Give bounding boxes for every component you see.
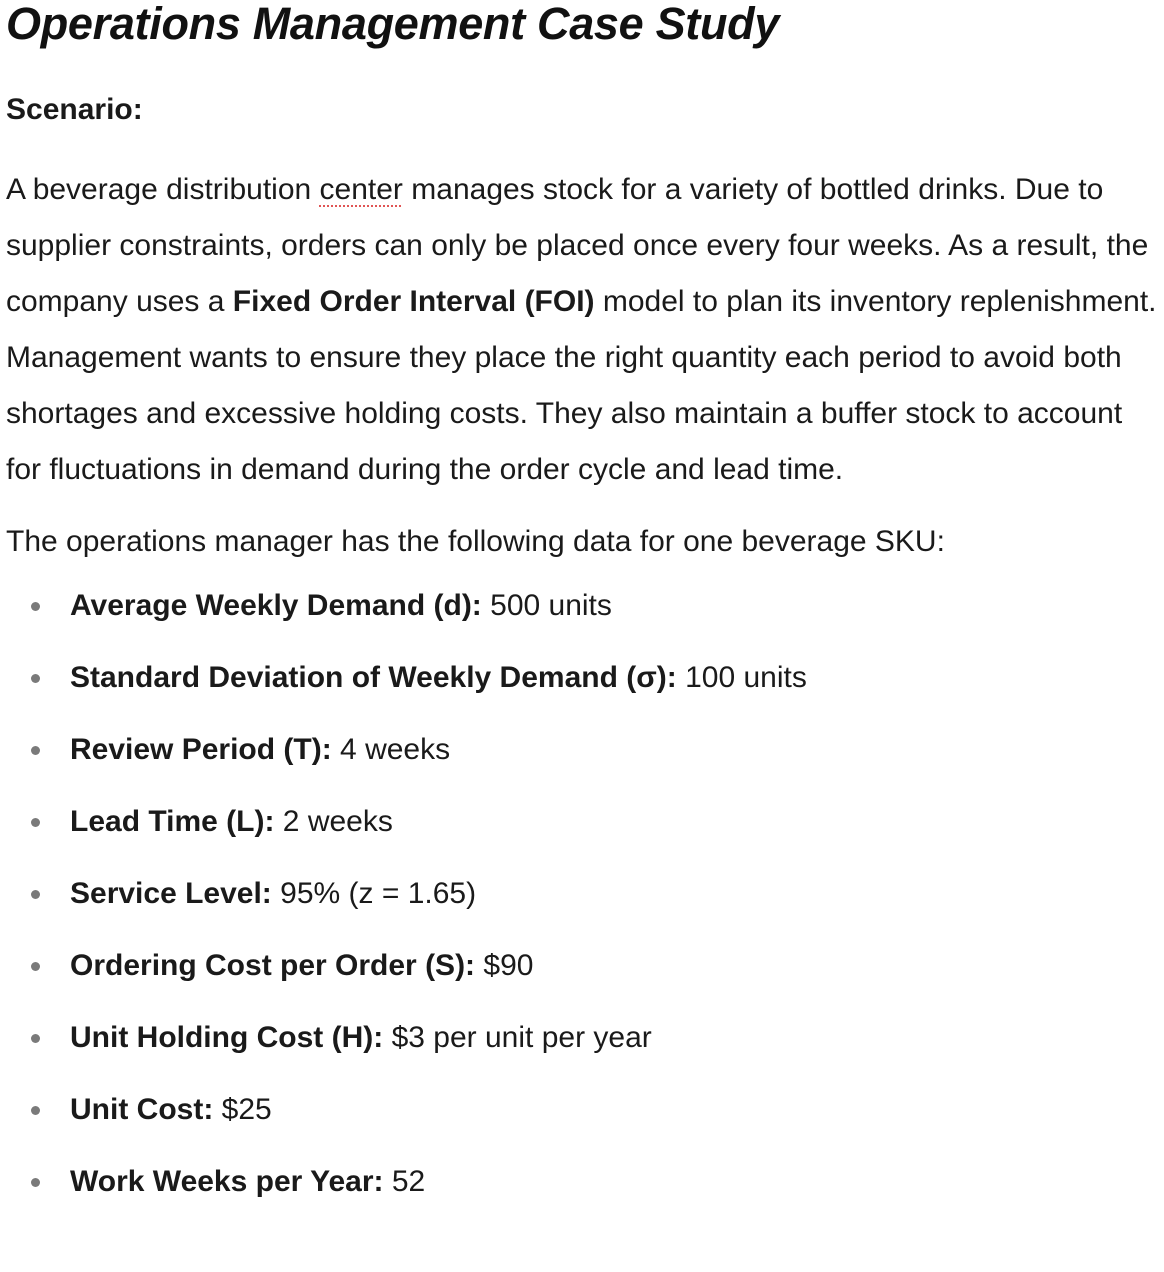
bullet-icon xyxy=(31,1106,40,1115)
bullet-icon xyxy=(31,1178,40,1187)
list-item xyxy=(6,658,1158,698)
item-label: Unit Holding Cost (H): xyxy=(70,1021,384,1054)
item-label: Work Weeks per Year: xyxy=(70,1165,384,1198)
bullet-icon xyxy=(31,818,40,827)
item-label: Review Period (T): xyxy=(70,733,332,766)
item-label: Unit Cost: xyxy=(70,1093,214,1126)
item-value: $90 xyxy=(475,949,534,982)
bullet-icon xyxy=(31,746,40,755)
paragraph-text-1: A beverage distribution xyxy=(6,173,320,206)
item-label: Ordering Cost per Order (S): xyxy=(70,949,476,982)
list-item xyxy=(6,946,1158,986)
item-value: 500 units xyxy=(481,589,612,622)
scenario-paragraph xyxy=(6,162,1158,498)
bullet-icon xyxy=(31,962,40,971)
list-item xyxy=(6,1162,1158,1202)
list-item xyxy=(6,586,1158,626)
list-item xyxy=(6,1090,1158,1130)
list-item xyxy=(6,730,1158,770)
item-value: 2 weeks xyxy=(274,805,393,838)
item-value: 100 units xyxy=(676,661,807,694)
data-intro: The operations manager has the following data for one beverage SKU: xyxy=(6,525,945,558)
bullet-icon xyxy=(31,602,40,611)
item-value: $3 per unit per year xyxy=(383,1021,652,1054)
bullet-icon xyxy=(31,674,40,683)
list-item xyxy=(6,874,1158,914)
list-item xyxy=(6,802,1158,842)
list-item xyxy=(6,1018,1158,1058)
item-label: Standard Deviation of Weekly Demand (σ): xyxy=(70,661,677,694)
item-value: $25 xyxy=(213,1093,272,1126)
paragraph-text-3: model to plan its inventory replenishment. Management wants to ensure they place the right quantity each period to avoid both shortages and excessive holding costs. They also maintain a buffer stock to account for fluctuations in demand during the order cycle and lead time. xyxy=(6,285,1157,486)
item-label: Service Level: xyxy=(70,877,272,910)
item-label: Lead Time (L): xyxy=(70,805,275,838)
paragraph-text-2: manages stock for a variety of bottled drinks. Due to supplier constraints, orders can only be placed once every four weeks. As a result, the company uses a xyxy=(6,173,1149,318)
scenario-label: Scenario: xyxy=(6,93,143,126)
bullet-icon xyxy=(31,890,40,899)
item-value: 52 xyxy=(383,1165,426,1198)
item-value: 4 weeks xyxy=(331,733,451,766)
data-list xyxy=(6,586,1158,1202)
spellcheck-flagged-word[interactable]: center xyxy=(319,173,403,206)
bullet-icon xyxy=(31,1034,40,1043)
page-title: Operations Management Case Study xyxy=(6,0,780,49)
paragraph-bold-term: Fixed Order Interval (FOI) xyxy=(232,285,595,318)
item-value: 95% (z = 1.65) xyxy=(271,877,477,910)
item-label: Average Weekly Demand (d): xyxy=(70,589,482,622)
